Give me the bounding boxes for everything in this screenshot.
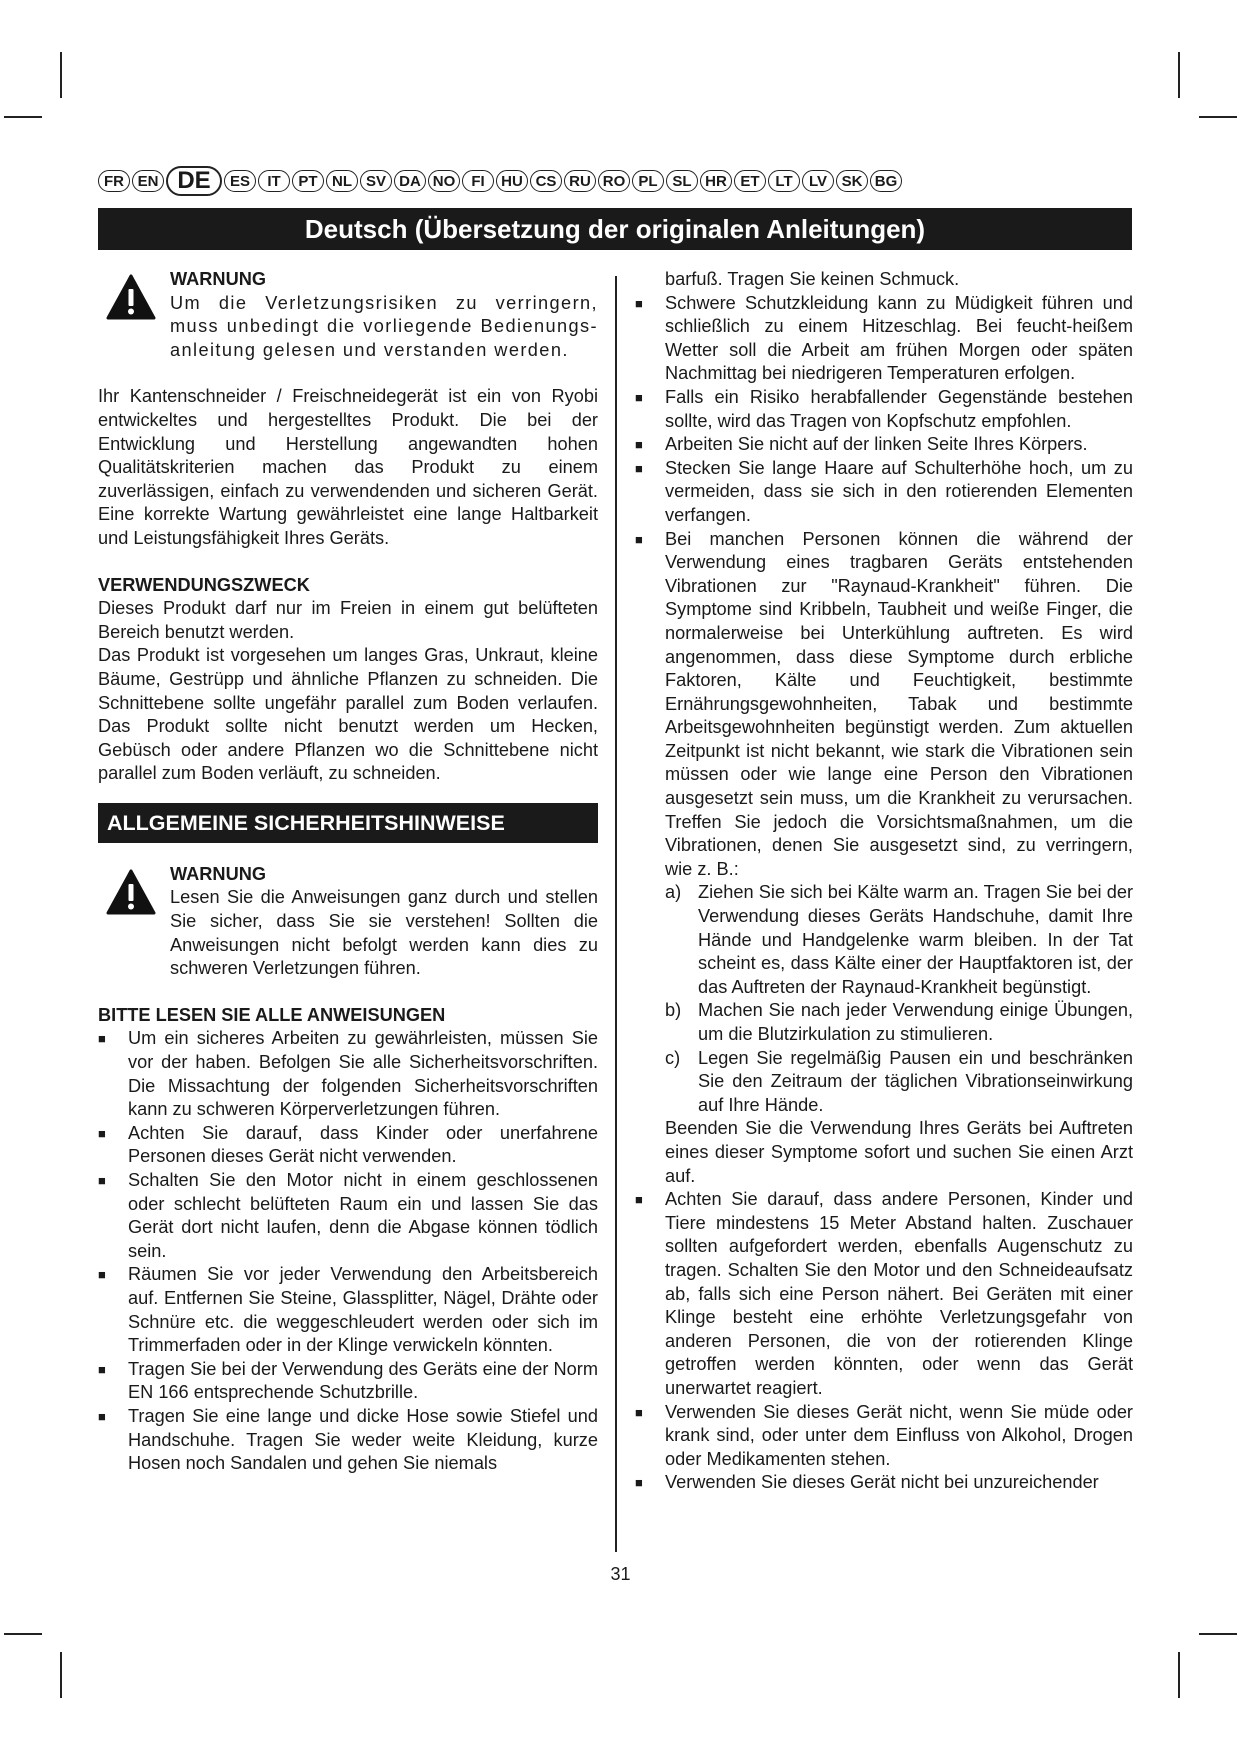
intro-paragraph: Ihr Kantenschneider / Freischneidegerät ist ein von Ryobi entwickeltes und hergestelltes Produkt. Die bei der Entwicklung und Herstellung angewandten hohen Qualitätskriterien machen das Produkt zu einem zuverlässigen, einfach zu verwendenden und sicheren Gerät. Eine korrekte Wartung gewährleistet eine lange Haltbarkeit und Leistungsfähigkeit Ihres Geräts. (98, 386, 598, 548)
language-pill-fi[interactable]: FI (462, 170, 494, 192)
sub-item-text: Ziehen Sie sich bei Kälte warm an. Tragen Sie bei der Verwendung dieses Geräts Handschuhe, damit Ihre Hände und Handgelenke warm bleiben. In der Tat scheint es, dass Kälte einer der Hauptfaktoren ist, der das Auftreten der Raynaud-Krankheit begünstigt. (698, 882, 1133, 997)
vibration-text: Bei manchen Personen können die während der Verwendung eines tragbaren Geräts entstehenden Vibrationen zur "Raynaud-Krankheit" führen. Die Symptome sind Kribbeln, Taubheit und weiße Finger, die normalerweise bei Unterkühlung auftreten. Es wird angenommen, dass diese Symptome durch erbliche Faktoren, Kälte und Feuchtigkeit, bestimmte Ernährungsgewohnheiten, Tabak und bestimmte Arbeitsgewohnheiten begünstigt werden. Zum aktuellen Zeitpunkt ist nicht bekannt, wie stark die Vibrationen sein müssen oder wie lange eine Person den Vibrationen ausgesetzt sein muss, um die Krankheit zu verursachen. Treffen Sie jedoch die Vorsichtsmaßnahmen, um die Vibrationen, denen Sie ausgesetzt sind, zu verringern, wie z. B.: (665, 528, 1133, 879)
sub-item-text: Legen Sie regelmäßig Pausen ein und beschränken Sie den Zeitraum der täglichen Vibrationseinwirkung auf Ihre Hände. (698, 1047, 1133, 1115)
left-column (98, 268, 598, 1476)
list-item: ■ Falls ein Risiko herabfallender Gegenstände bestehen sollte, wird das Tragen von Kopfschutz empfohlen. (635, 386, 1133, 433)
language-pill-ru[interactable]: RU (564, 170, 596, 192)
list-item: ■ Stecken Sie lange Haare auf Schulterhöhe hoch, um zu vermeiden, dass sie sich in den rotierenden Elementen verfangen. (635, 457, 1133, 528)
sub-item-text: Machen Sie nach jeder Verwendung einige Übungen, um die Blutzirkulation zu stimulieren. (698, 1000, 1133, 1044)
crop-mark (1178, 1652, 1180, 1698)
page-number: 31 (610, 1564, 631, 1584)
warning-title: WARNUNG (170, 863, 266, 884)
list-item: ■ Achten Sie darauf, dass andere Personen, Kinder und Tiere mindestens 15 Meter Abstand halten. Zuschauer sollten aufgefordert werden, ebenfalls Augenschutz zu tragen. Schalten Sie den Motor und den Schneideaufsatz ab, falls sich eine Person nähert. Bei Geräten mit einer Klinge besteht eine erhöhte Verletzungsgefahr von anderen Personen, die von der rotierenden Klinge getroffen werden könnten, oder wenn das Gerät unerwartet reagiert. (635, 1188, 1133, 1400)
language-pill-hr[interactable]: HR (700, 170, 732, 192)
language-pill-de[interactable]: DE (166, 166, 222, 196)
crop-mark (60, 1652, 62, 1698)
warning-block (98, 863, 598, 981)
language-pill-it[interactable]: IT (258, 170, 290, 192)
list-item (635, 528, 1133, 1189)
language-selector (98, 168, 1133, 194)
language-pill-sl[interactable]: SL (666, 170, 698, 192)
warning-block (98, 268, 598, 362)
crop-mark (1199, 1633, 1237, 1635)
vibration-end-text: Beenden Sie die Verwendung Ihres Geräts bei Auftreten eines dieser Symptome sofort und suchen Sie einen Arzt auf. (665, 1118, 1133, 1186)
column-divider (615, 276, 617, 1552)
bullet-list (635, 292, 1133, 1495)
language-pill-bg[interactable]: BG (870, 170, 902, 192)
warning-triangle-icon (106, 274, 156, 320)
crop-mark (1199, 116, 1237, 118)
section-heading: ALLGEMEINE SICHERHEITSHINWEISE (98, 803, 598, 843)
continuation-text: barfuß. Tragen Sie keinen Schmuck. (665, 269, 960, 289)
list-item: ■ Um ein sicheres Arbeiten zu gewährleisten, müssen Sie vor der haben. Befolgen Sie alle Sicherheitsvorschriften. Die Missachtung der folgenden Sicherheitsvorschriften kann zu schweren Körperverletzungen führen. (98, 1027, 598, 1121)
warning-triangle-icon (106, 869, 156, 915)
list-item: ■ Tragen Sie bei der Verwendung des Geräts eine der Norm EN 166 entsprechende Schutzbrille. (98, 1358, 598, 1405)
usage-heading: VERWENDUNGSZWECK (98, 574, 310, 595)
crop-mark (1178, 52, 1180, 98)
language-pill-hu[interactable]: HU (496, 170, 528, 192)
language-pill-lt[interactable]: LT (768, 170, 800, 192)
warning-title: WARNUNG (170, 269, 266, 289)
usage-paragraph: Das Produkt ist vorgesehen um langes Gras, Unkraut, kleine Bäume, Gestrüpp und ähnliche Pflanzen zu schneiden. Die Schnittebene sollte ungefähr parallel zum Boden verlaufen. Das Produkt sollte nicht benutzt werden um Hecken, Gebüsch oder andere Pflanzen wo die Schnittebene nicht parallel zum Boden verläuft, zu schneiden. (98, 645, 598, 784)
language-pill-nl[interactable]: NL (326, 170, 358, 192)
crop-mark (4, 116, 42, 118)
language-pill-et[interactable]: ET (734, 170, 766, 192)
list-item: ■ Tragen Sie eine lange und dicke Hose sowie Stiefel und Handschuhe. Tragen Sie weder weite Kleidung, kurze Hosen noch Sandalen und gehen Sie niemals (98, 1405, 598, 1476)
language-pill-ro[interactable]: RO (598, 170, 630, 192)
usage-paragraph: Dieses Produkt darf nur im Freien in einem gut belüfteten Bereich benutzt werden. (98, 598, 598, 642)
crop-mark (60, 52, 62, 98)
language-pill-cs[interactable]: CS (530, 170, 562, 192)
sub-item-mark: a) (665, 882, 682, 903)
language-pill-da[interactable]: DA (394, 170, 426, 192)
language-pill-fr[interactable]: FR (98, 170, 130, 192)
list-item: ■ Achten Sie darauf, dass Kinder oder unerfahrene Personen dieses Gerät nicht verwenden. (98, 1122, 598, 1169)
sub-item (665, 999, 1133, 1046)
warning-text: Lesen Sie die Anweisungen ganz durch und stellen Sie sicher, dass Sie sie verstehen! Sollten die Anweisungen nicht befolgt werden kann dies zu schweren Verletzungen führen. (170, 887, 598, 979)
sub-item (665, 881, 1133, 999)
list-item: ■ Arbeiten Sie nicht auf der linken Seite Ihres Körpers. (635, 433, 1133, 457)
language-pill-en[interactable]: EN (132, 170, 164, 192)
bullet-list (98, 1027, 598, 1475)
read-all-heading: BITTE LESEN SIE ALLE ANWEISUNGEN (98, 1004, 446, 1025)
list-item: ■ Schalten Sie den Motor nicht in einem geschlossenen oder schlecht belüfteten Raum ein und lassen Sie das Gerät dort nicht laufen, denn die Abgase können tödlich sein. (98, 1169, 598, 1263)
language-pill-pt[interactable]: PT (292, 170, 324, 192)
list-item: ■ Verwenden Sie dieses Gerät nicht, wenn Sie müde oder krank sind, oder unter dem Einfluss von Alkohol, Drogen oder Medikamenten stehen. (635, 1401, 1133, 1472)
list-item: ■ Verwenden Sie dieses Gerät nicht bei unzureichender (635, 1471, 1133, 1495)
right-column (635, 268, 1133, 1495)
language-pill-es[interactable]: ES (224, 170, 256, 192)
language-pill-sv[interactable]: SV (360, 170, 392, 192)
language-pill-lv[interactable]: LV (802, 170, 834, 192)
list-item: ■ Schwere Schutzkleidung kann zu Müdigkeit führen und schließlich zu einem Hitzeschlag. Bei feucht-heißem Wetter soll die Arbeit am frühen Morgen oder späten Nachmittag bei niedrigeren Temperaturen erfolgen. (635, 292, 1133, 386)
sub-item (665, 1047, 1133, 1118)
language-pill-pl[interactable]: PL (632, 170, 664, 192)
sub-item-mark: c) (665, 1047, 681, 1068)
list-item: ■ Räumen Sie vor jeder Verwendung den Arbeitsbereich auf. Entfernen Sie Steine, Glassplitter, Nägel, Drähte oder Schnüre etc. die weggeschleudert werden oder sich im Trimmerfaden oder in der Klinge verwickeln könnten. (98, 1263, 598, 1357)
page-title: Deutsch (Übersetzung der originalen Anleitungen) (98, 208, 1132, 250)
language-pill-sk[interactable]: SK (836, 170, 868, 192)
warning-text: Um die Verletzungsrisiken zu verringern, muss unbedingt die vorliegende Bedienungs-anleitung gelesen und verstanden werden. (170, 292, 598, 360)
language-pill-no[interactable]: NO (428, 170, 460, 192)
sub-item-mark: b) (665, 1000, 682, 1021)
crop-mark (4, 1633, 42, 1635)
